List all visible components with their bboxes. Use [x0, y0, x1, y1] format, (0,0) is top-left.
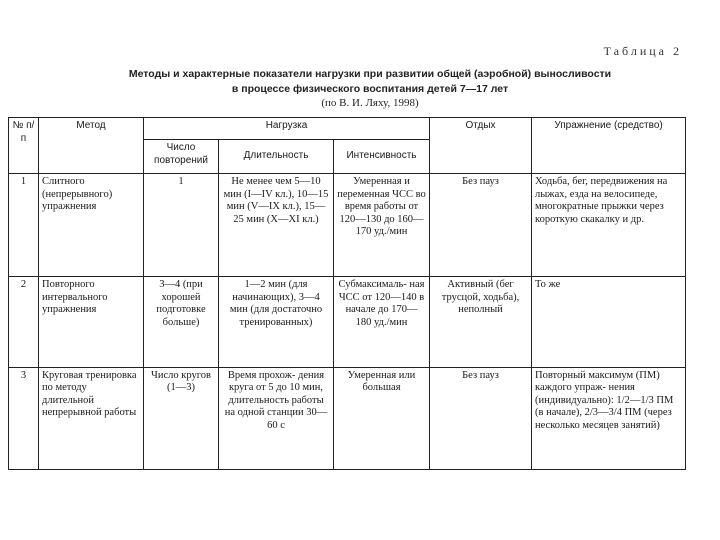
row-duration: Время прохож- дения круга от 5 до 10 мин, длительность работы на одной станции 30—60 с	[219, 367, 334, 469]
row-exercise: Повторный максимум (ПМ) каждого упраж- нения (индивидуально): 1/2—1/3 ПМ (в начале), 2/3—3/4 ПМ (через несколько месяцев занятий)	[532, 367, 686, 469]
header-num: № п/п	[9, 118, 39, 174]
table-row	[9, 277, 686, 367]
row-method: Слитного (непрерывного) упражнения	[39, 174, 144, 277]
row-duration: 1—2 мин (для начинающих), 3—4 мин (для достаточно тренированных)	[219, 277, 334, 367]
table-row	[9, 367, 686, 469]
load-methods-table	[8, 117, 686, 470]
table-row	[9, 174, 686, 277]
header-method: Метод	[39, 118, 144, 174]
row-intensity: Умеренная или большая	[334, 367, 430, 469]
row-reps: 1	[144, 174, 219, 277]
table-title-line-2: в процессе физического воспитания детей 7—17 лет	[231, 83, 509, 95]
row-reps: 3—4 (при хорошей подготовке больше)	[144, 277, 219, 367]
header-load: Нагрузка	[144, 118, 430, 140]
table-number-label: Таблица 2	[603, 44, 682, 58]
row-num: 2	[9, 277, 39, 367]
row-duration: Не менее чем 5—10 мин (I—IV кл.), 10—15 мин (V—IX кл.), 15—25 мин (X—XI кл.)	[219, 174, 334, 277]
row-intensity: Умеренная и переменная ЧСС во время работы от 120—130 до 160— 170 уд./мин	[334, 174, 430, 277]
row-rest: Без пауз	[430, 367, 532, 469]
header-rest: Отдых	[430, 118, 532, 174]
row-num: 1	[9, 174, 39, 277]
row-exercise: Ходьба, бег, передвижения на лыжах, езда на велосипеде, многократные прыжки через короткую скакалку и др.	[532, 174, 686, 277]
header-duration: Длительность	[219, 140, 334, 174]
header-exercise: Упражнение (средство)	[532, 118, 686, 174]
table-source: (по В. И. Ляху, 1998)	[321, 97, 419, 109]
row-rest: Активный (бег трусцой, ходьба), неполный	[430, 277, 532, 367]
row-exercise: То же	[532, 277, 686, 367]
row-method: Повторного интервального упражнения	[39, 277, 144, 367]
row-num: 3	[9, 367, 39, 469]
row-reps: Число кругов (1—3)	[144, 367, 219, 469]
header-reps: Число повторений	[144, 140, 219, 174]
row-intensity: Субмаксималь- ная ЧСС от 120—140 в начале до 170— 180 уд./мин	[334, 277, 430, 367]
row-rest: Без пауз	[430, 174, 532, 277]
header-intensity: Интенсивность	[334, 140, 430, 174]
table-title-line-1: Методы и характерные показатели нагрузки при развитии общей (аэробной) выносливости	[128, 68, 612, 80]
row-method: Круговая тренировка по методу длительной непрерывной работы	[39, 367, 144, 469]
